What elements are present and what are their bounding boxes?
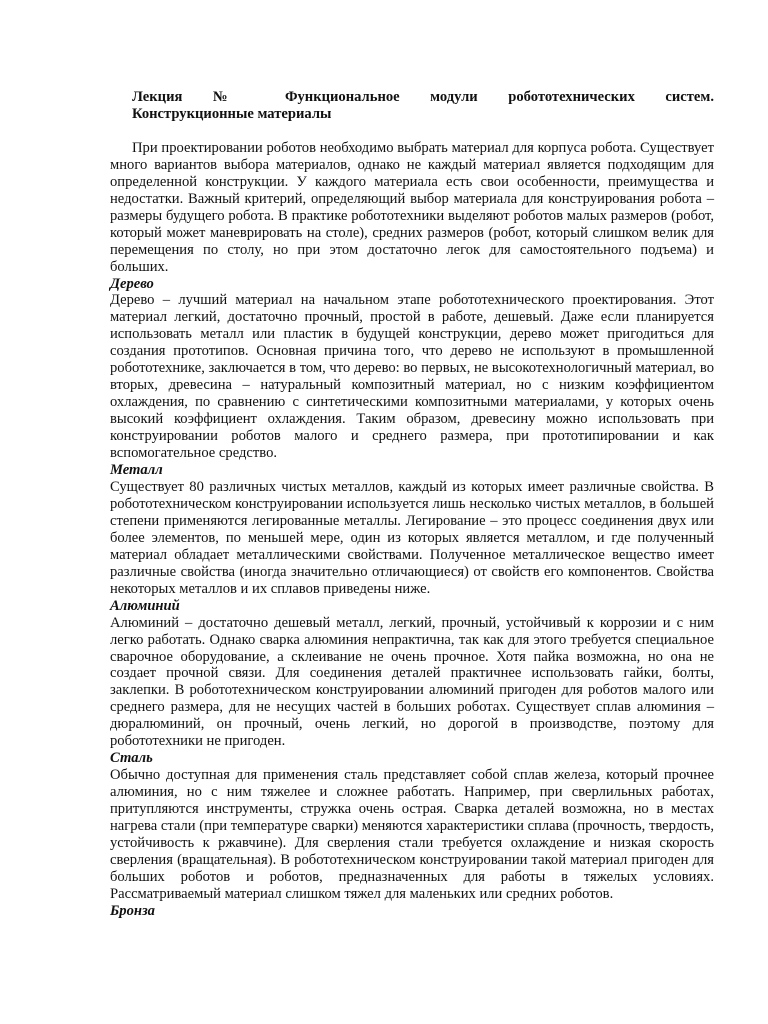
section-heading-steel: Сталь <box>110 750 153 767</box>
section-heading-metal: Металл <box>110 462 163 479</box>
section-text-steel: Обычно доступная для применения сталь представляет собой сплав железа, который прочнее алюминия, но с ним тяжелее и сложнее работать. Например, при сверлильных работах, притупляются инструменты, стружка очень острая. Сварка деталей возможна, но в местах нагрева стали (при температуре сварки) меняются характеристики сплава (прочность, твердость, устойчивость к ржавчине). Для сверления стали требуется охлаждение и низкая скорость сверления (вращательная). В робототехническом конструировании такой материал пригоден для больших роботов и роботов, предназначенных для работы в тяжелых условиях. Рассматриваемый материал слишком тяжел для маленьких или средних роботов. <box>110 767 714 902</box>
document-page <box>110 89 714 920</box>
section-heading-bronze: Бронза <box>110 902 155 919</box>
section-text-metal: Существует 80 различных чистых металлов, каждый из которых имеет различные свойства. В робототехническом конструировании используется лишь несколько чистых металлов, в большей степени применяются легированные металлы. Легирование – это процесс соединения двух или более элементов, по меньшей мере, один из которых является металлом, и где полученный материал обладает металлическими свойствами. Полученное металлическое вещество имеет различные свойства (иногда значительно отличающиеся) от свойств его компонентов. Свойства некоторых металлов и их сплавов приведены ниже. <box>110 478 714 597</box>
section-heading-aluminum: Алюминий <box>110 597 180 614</box>
lecture-title <box>110 89 714 123</box>
section-heading-wood: Дерево <box>110 275 154 292</box>
lecture-title-line-1: Лекция № Функциональное модули робототехнических систем. <box>132 89 714 105</box>
lecture-title-line-2: Конструкционные материалы <box>132 105 332 122</box>
intro-paragraph: При проектировании роботов необходимо выбрать материал для корпуса робота. Существует много вариантов выбора материалов, однако не каждый материал является подходящим для определенной конструкции. У каждого материала есть свои особенности, преимущества и недостатки. Важный критерий, определяющий выбор материала для конструирования робота – размеры будущего робота. В практике робототехники выделяют роботов малых размеров (робот, который может маневрировать на столе), средних размеров (робот, который слишком велик для перемещения по столу, но при этом достаточно легок для самостоятельного подъема) и больших. <box>110 139 714 275</box>
section-text-aluminum: Алюминий – достаточно дешевый металл, легкий, прочный, устойчивый к коррозии и с ним легко работать. Однако сварка алюминия непрактична, так как для этого требуется специальное сварочное оборудование, а склеивание не очень прочное. Хотя пайка возможна, но она не создает прочной связи. Для соединения деталей практичнее использовать гайки, болты, заклепки. В робототехническом конструировании алюминий пригоден для роботов малого или среднего размера, для не несущих частей в больших роботах. Существует сплав алюминия – дюралюминий, он прочный, очень легкий, но дорогой в производстве, поэтому для робототехники не пригоден. <box>110 614 714 750</box>
section-text-wood: Дерево – лучший материал на начальном этапе робототехнического проектирования. Этот материал легкий, достаточно прочный, простой в работе, дешевый. Даже если планируется использовать металл или пластик в будущей конструкции, дерево может пригодиться для создания прототипов. Основная причина того, что дерево не используют в промышленной робототехнике, заключается в том, что дерево: во первых, не высокотехнологичный материал, во вторых, древесина – натуральный композитный материал, но с низким коэффициентом охлаждения, по сравнению с синтетическими композитными материалами, у которых очень высокий коэффициент охлаждения. Таким образом, древесину можно использовать при конструировании роботов малого и среднего размера, при прототипировании и как вспомогательное средство. <box>110 292 714 462</box>
